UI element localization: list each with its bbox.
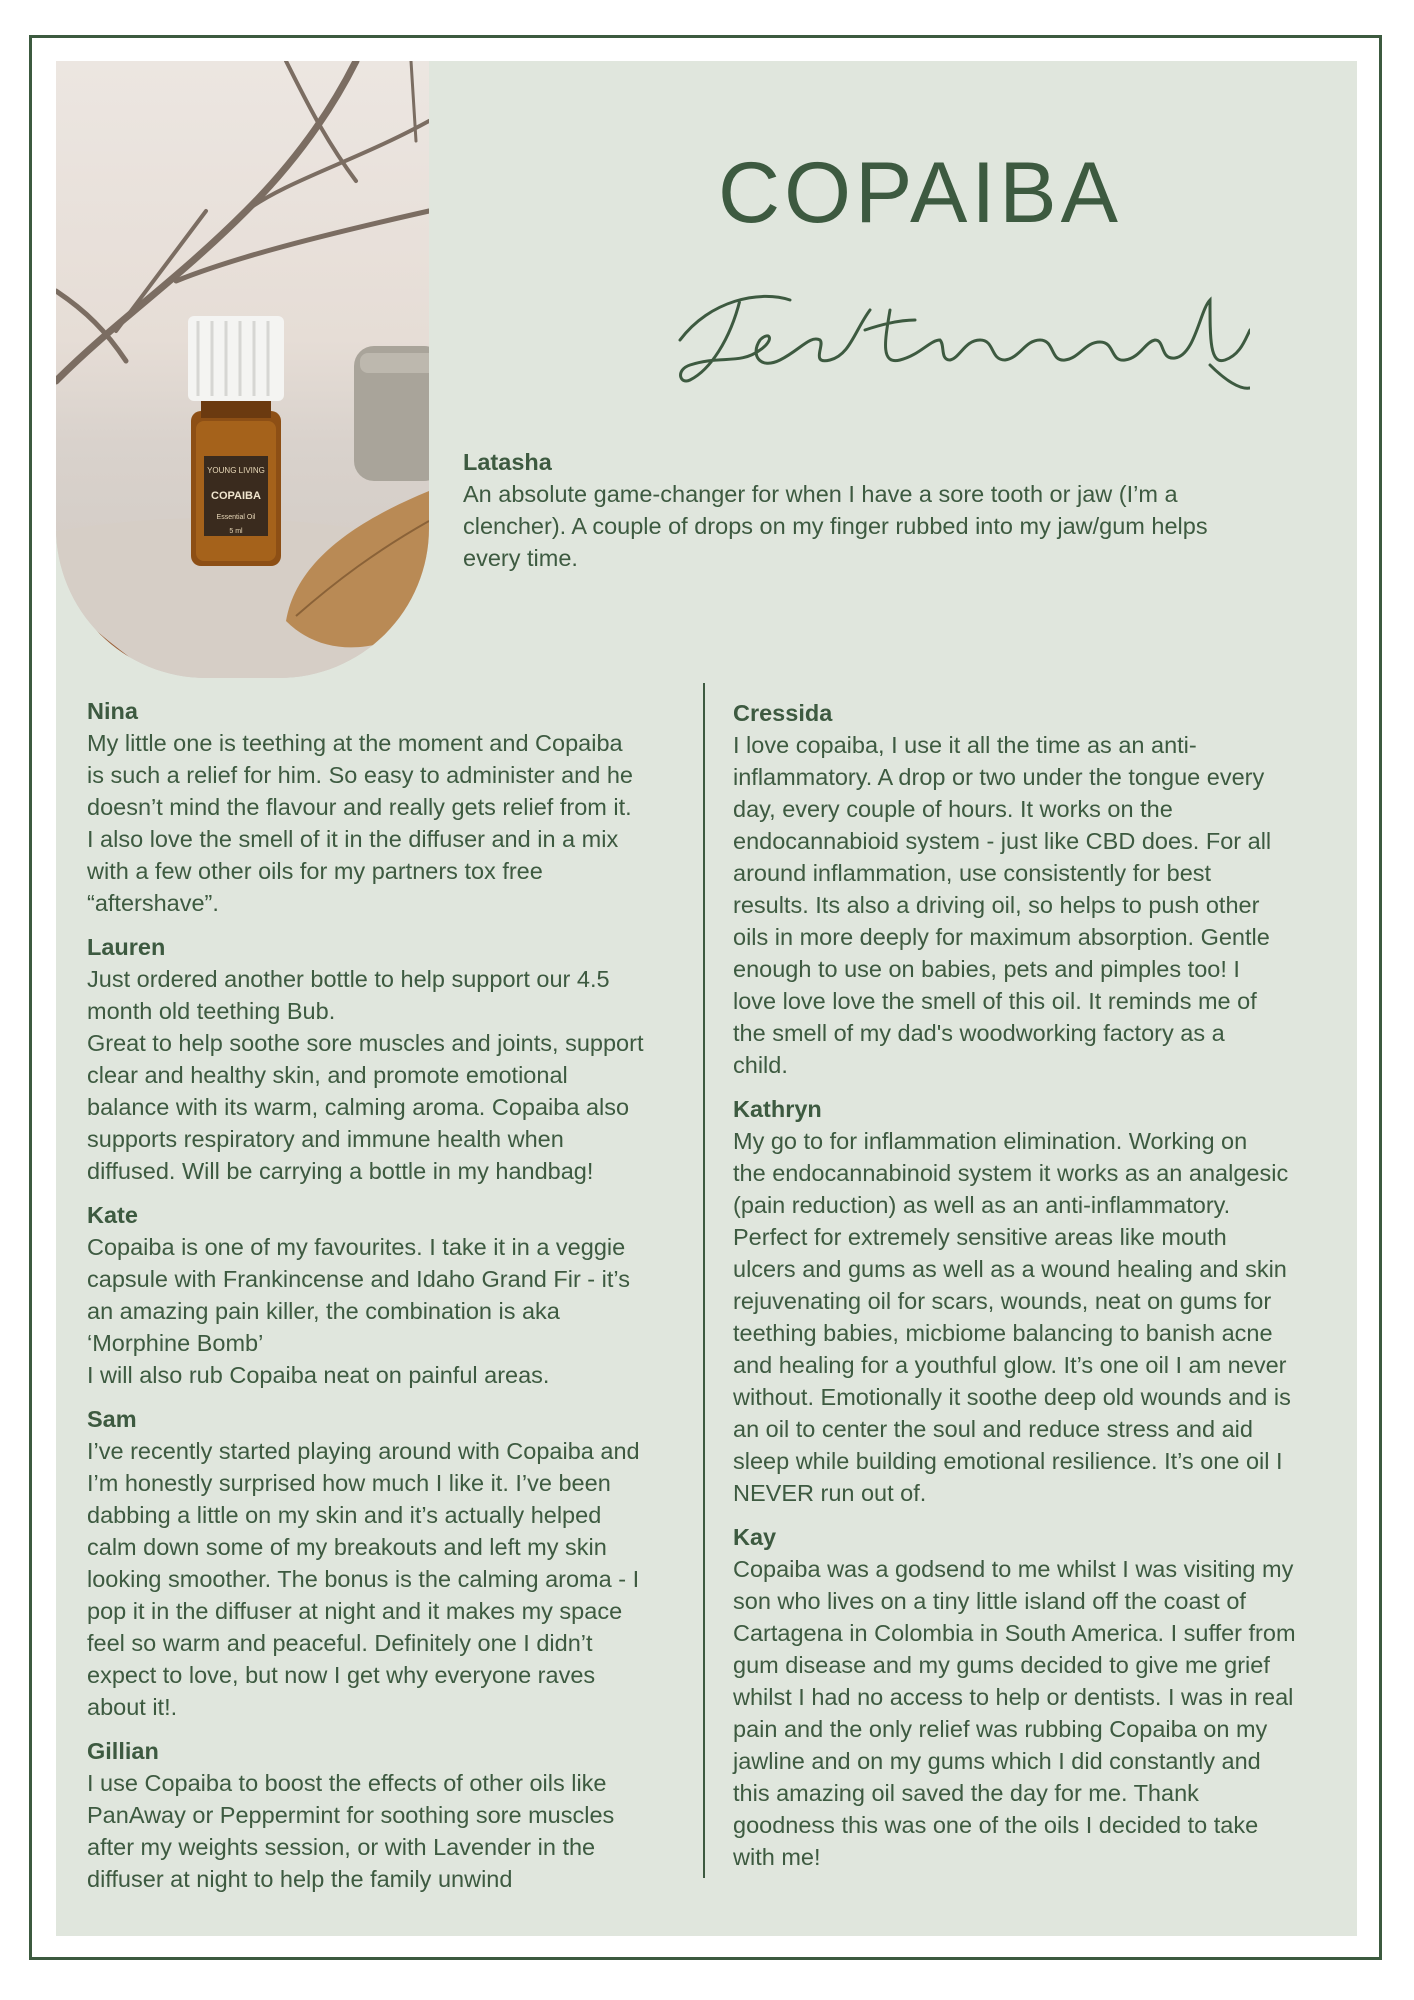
testimonial-author: Cressida xyxy=(733,700,833,726)
testimonial-text: I use Copaiba to boost the effects of other oils like PanAway or Peppermint for soothing sore muscles after my weights session, or with Lavender in the diffuser at night to help the family unwind xyxy=(87,1770,615,1892)
testimonial xyxy=(87,931,687,1187)
column-divider xyxy=(703,683,705,1878)
testimonial-author: Sam xyxy=(87,1406,137,1432)
featured-testimonial xyxy=(463,446,1313,574)
testimonial xyxy=(733,1521,1343,1873)
testimonial-author: Gillian xyxy=(87,1738,159,1764)
svg-text:YOUNG LIVING: YOUNG LIVING xyxy=(207,466,265,475)
page-subtitle xyxy=(650,270,1250,271)
testimonial-author: Kay xyxy=(733,1524,777,1550)
testimonial-text: Copaiba is one of my favourites. I take it in a veggie capsule with Frankincense and Idaho Grand Fir - it’s an amazing pain killer, the combination is aka ‘Morphine Bomb’ I will also rub Copaiba neat on painful areas. xyxy=(87,1234,630,1388)
product-photo xyxy=(56,61,429,678)
testimonial-author: Kathryn xyxy=(733,1096,822,1122)
testimonial-text: My go to for inflammation elimination. Working on the endocannabinoid system it works as an analgesic (pain reduction) as well as an anti-inflammatory. Perfect for extremely sensitive areas like mouth ulcers and gums as well as a wound healing and skin rejuvenating oil for scars, wounds, neat on gums for teething babies, micbiome balancing to banish acne and healing for a youthful glow. It’s one oil I am never without. Emotionally it soothe deep old wounds and is an oil to center the soul and reduce stress and aid sleep while building emotional resilience. It’s one oil I NEVER run out of. xyxy=(733,1128,1291,1506)
testimonial-author: Nina xyxy=(87,698,138,724)
testimonial-text: I love copaiba, I use it all the time as an anti- inflammatory. A drop or two under the tongue every day, every couple of hours. It works on the endocannabioid system - just like CBD does. For all around inflammation, use consistently for best results. Its also a driving oil, so helps to push other oils in more deeply for maximum absorption. Gentle enough to use on babies, pets and pimples too! I love love love the smell of this oil. It reminds me of the smell of my dad's woodworking factory as a child. xyxy=(733,732,1272,1078)
testimonial xyxy=(87,1735,687,1895)
testimonial-text: My little one is teething at the moment and Copaiba is such a relief for him. So easy to administer and he doesn’t mind the flavour and really gets relief from it. I also love the smell of it in the diffuser and in a mix with a few other oils for my partners tox free “aftershave”. xyxy=(87,730,633,916)
svg-text:COPAIBA: COPAIBA xyxy=(211,490,261,502)
testimonial xyxy=(733,697,1343,1081)
right-column xyxy=(733,697,1343,1885)
testimonial xyxy=(87,1403,687,1723)
testimonial-author: Lauren xyxy=(87,934,166,960)
testimonial-text: I’ve recently started playing around with Copaiba and I’m honestly surprised how much I like it. I’ve been dabbing a little on my skin and it’s actually helped calm down some of my breakouts and left my skin looking smoother. The bonus is the calming aroma - I pop it in the diffuser at night and it makes my space feel so warm and peaceful. Definitely one I didn’t expect to love, but now I get why everyone raves about it!. xyxy=(87,1438,640,1720)
svg-text:Essential Oil: Essential Oil xyxy=(216,514,256,521)
testimonial xyxy=(87,695,687,919)
testimonial xyxy=(87,1199,687,1391)
testimonial-text: Copaiba was a godsend to me whilst I was visiting my son who lives on a tiny little island off the coast of Cartagena in Colombia in South America. I suffer from gum disease and my gums decided to give me grief whilst I had no access to help or dentists. I was in real pain and the only relief was rubbing Copaiba on my jawline and on my gums which I did constantly and this amazing oil saved the day for me. Thank goodness this was one of the oils I decided to take with me! xyxy=(733,1556,1296,1870)
subtitle-script xyxy=(650,270,1250,400)
testimonial-text: An absolute game-changer for when I have a sore tooth or jaw (I’m a clencher). A couple of drops on my finger rubbed into my jaw/gum helps every time. xyxy=(463,481,1208,571)
testimonial-author: Kate xyxy=(87,1202,138,1228)
testimonial-author: Latasha xyxy=(463,449,552,475)
testimonial-text: Just ordered another bottle to help support our 4.5 month old teething Bub. Great to help soothe sore muscles and joints, support clear and healthy skin, and promote emotional balance with its warm, calming aroma. Copaiba also supports respiratory and immune health when diffused. Will be carrying a bottle in my handbag! xyxy=(87,966,644,1184)
left-column xyxy=(87,695,687,1907)
svg-text:5 ml: 5 ml xyxy=(229,528,243,535)
testimonial xyxy=(733,1093,1343,1509)
page-title: COPAIBA xyxy=(718,145,1122,241)
